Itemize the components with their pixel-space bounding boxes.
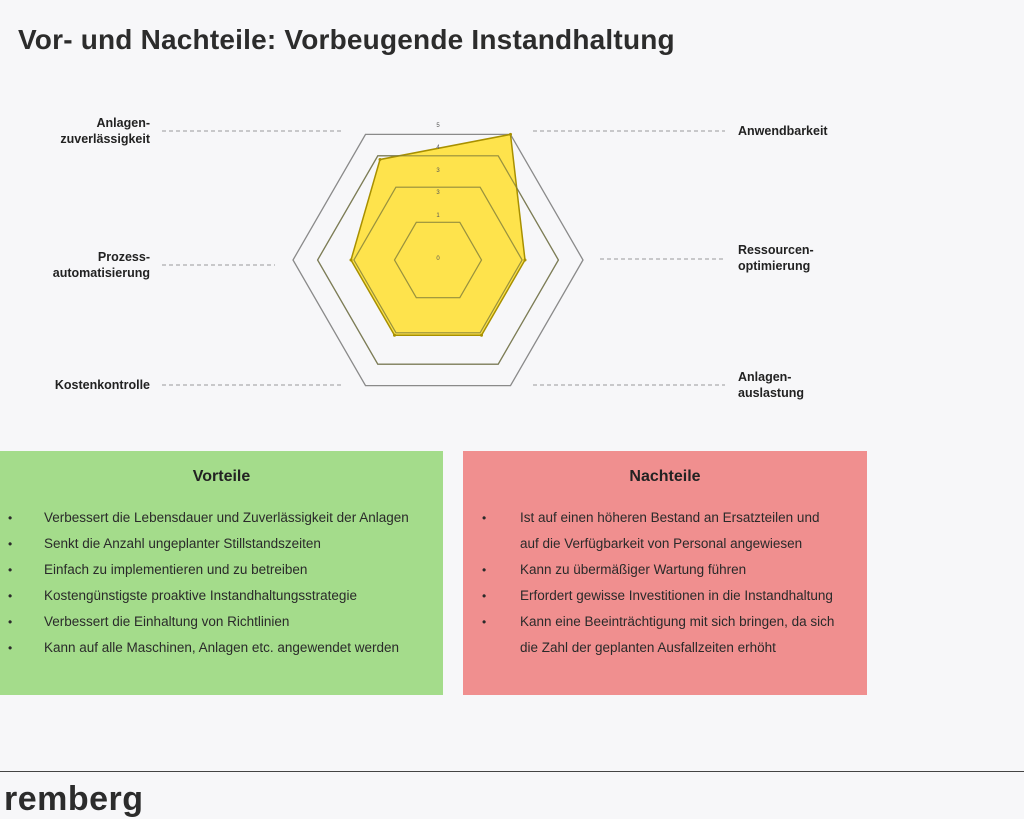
cons-panel	[463, 451, 867, 695]
list-item	[463, 505, 840, 557]
bullet-icon: •	[8, 511, 13, 525]
tick-label-1: 1	[436, 213, 440, 219]
page-title: Vor- und Nachteile: Vorbeugende Instandhaltung	[18, 24, 675, 55]
list-item	[0, 505, 443, 531]
pros-item-text: Senkt die Anzahl ungeplanter Stillstandszeiten	[44, 536, 321, 551]
list-item	[463, 609, 840, 661]
pros-item-text: Verbessert die Einhaltung von Richtlinien	[44, 614, 290, 629]
tick-label-5: 5	[436, 123, 440, 129]
data-point-1	[524, 259, 527, 262]
bullet-icon: •	[482, 615, 487, 629]
axis-label-anlagenauslastung: Anlagen- auslastung	[738, 370, 804, 400]
axis-label-anwendbarkeit: Anwendbarkeit	[738, 124, 828, 138]
brand-logo: remberg	[4, 780, 144, 818]
axis-label-kostenkontrolle: Kostenkontrolle	[54, 378, 150, 392]
data-point-0	[509, 133, 512, 136]
bullet-icon: •	[8, 537, 13, 551]
axis-label-prozessautomatisierung: Prozess- automatisierung	[52, 250, 150, 280]
data-point-4	[350, 259, 353, 262]
list-item	[0, 583, 443, 609]
pros-item-text: Verbessert die Lebensdauer und Zuverlässigkeit der Anlagen	[44, 510, 409, 525]
radar-chart	[0, 100, 1024, 420]
data-point-5	[379, 158, 382, 161]
list-item	[463, 557, 840, 583]
tick-label-4: 4	[436, 145, 440, 151]
data-area	[351, 134, 525, 335]
pros-item-text: Kann auf alle Maschinen, Anlagen etc. angewendet werden	[44, 640, 400, 655]
cons-heading: Nachteile	[629, 468, 701, 485]
cons-item-text: Ist auf einen höheren Bestand an Ersatzteilen und auf die Verfügbarkeit von Personal angewiesen	[520, 510, 820, 551]
cons-item-text: Kann eine Beeinträchtigung mit sich bringen, da sich die Zahl der geplanten Ausfallzeiten erhöht	[520, 614, 835, 655]
pros-panel	[0, 451, 443, 695]
bullet-icon: •	[482, 563, 487, 577]
cons-item-text: Kann zu übermäßiger Wartung führen	[520, 562, 747, 577]
list-item	[0, 557, 443, 583]
cons-item-text: Erfordert gewisse Investitionen in die Instandhaltung	[520, 588, 833, 603]
bullet-icon: •	[482, 589, 487, 603]
data-point-3	[393, 334, 396, 337]
bullet-icon: •	[8, 563, 13, 577]
tick-label-3: 3	[436, 168, 440, 174]
axis-label-ressourcenoptimierung: Ressourcen- optimierung	[738, 243, 814, 273]
pros-item-text: Einfach zu implementieren und zu betreiben	[44, 562, 308, 577]
pros-heading: Vorteile	[192, 468, 251, 485]
data-point-2	[480, 334, 483, 337]
pros-item-text: Kostengünstigste proaktive Instandhaltungsstrategie	[44, 588, 357, 603]
footer-divider	[0, 771, 1024, 772]
list-item	[0, 531, 443, 557]
cons-list	[463, 505, 867, 661]
axis-label-anlagenzuverlaessigkeit: Anlagen- zuverlässigkeit	[60, 116, 150, 146]
list-item	[0, 635, 443, 661]
bullet-icon: •	[482, 511, 487, 525]
list-item	[463, 583, 840, 609]
bullet-icon: •	[8, 615, 13, 629]
tick-label-2: 3	[436, 190, 440, 196]
bullet-icon: •	[8, 641, 13, 655]
pros-list	[0, 505, 443, 661]
bullet-icon: •	[8, 589, 13, 603]
list-item	[0, 609, 443, 635]
tick-label-0: 0	[436, 256, 440, 262]
